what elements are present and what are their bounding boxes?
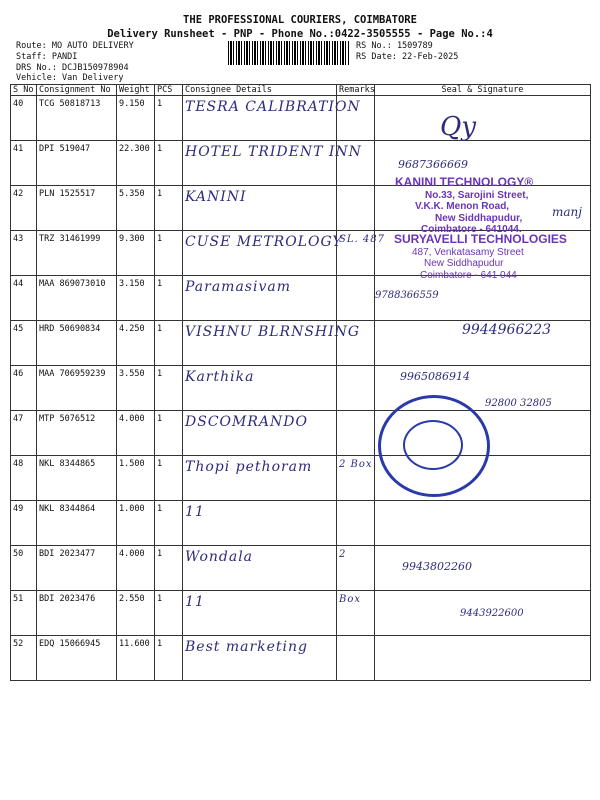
- cell-consignee: DSCOMRANDO: [183, 411, 337, 456]
- cell-pcs: 1: [155, 96, 183, 141]
- cell-remarks: 2 Box: [337, 456, 375, 501]
- vehicle-text: Vehicle: Van Delivery: [16, 73, 124, 83]
- cell-remarks: [337, 366, 375, 411]
- cell-consignment: DPI 519047: [37, 141, 117, 186]
- cell-weight: 4.000: [117, 411, 155, 456]
- cell-sno: 41: [11, 141, 37, 186]
- cell-sno: 40: [11, 96, 37, 141]
- cell-sno: 46: [11, 366, 37, 411]
- table-row: [11, 96, 591, 141]
- table-row: [11, 501, 591, 546]
- cell-weight: 1.000: [117, 501, 155, 546]
- cell-consignee: Karthika: [183, 366, 337, 411]
- cell-pcs: 1: [155, 456, 183, 501]
- cell-consignee: VISHNU BLRNSHING: [183, 321, 337, 366]
- runsheet-subtitle: Delivery Runsheet - PNP - Phone No.:0422-3505555 - Page No.:4: [107, 28, 493, 40]
- cell-consignee: TESRA CALIBRATION: [183, 96, 337, 141]
- cell-consignment: MAA 706959239: [37, 366, 117, 411]
- cell-pcs: 1: [155, 591, 183, 636]
- cell-consignee: KANINI: [183, 186, 337, 231]
- cell-remarks: Box: [337, 591, 375, 636]
- rs-date: RS Date: 22-Feb-2025: [356, 52, 459, 62]
- cell-pcs: 1: [155, 231, 183, 276]
- cell-weight: 4.250: [117, 321, 155, 366]
- cell-consignment: HRD 50690834: [37, 321, 117, 366]
- cell-pcs: 1: [155, 141, 183, 186]
- cell-sno: 48: [11, 456, 37, 501]
- cell-weight: 4.000: [117, 546, 155, 591]
- cell-pcs: 1: [155, 276, 183, 321]
- staff-text: Staff: PANDI: [16, 52, 78, 62]
- signature-51: 9943802260: [402, 560, 472, 573]
- cell-weight: 11.600: [117, 636, 155, 681]
- cell-sno: 45: [11, 321, 37, 366]
- signature-43: manj: [552, 205, 582, 219]
- signature-52: 9443922600: [460, 608, 524, 619]
- cell-weight: 22.300: [117, 141, 155, 186]
- table-row: [11, 546, 591, 591]
- rs-number: RS No.: 1509789: [356, 41, 433, 51]
- cell-consignment: MAA 869073010: [37, 276, 117, 321]
- cell-sno: 51: [11, 591, 37, 636]
- col-consignee: Consignee Details: [183, 85, 337, 96]
- cell-sno: 47: [11, 411, 37, 456]
- table-row: [11, 636, 591, 681]
- runsheet-table: [10, 84, 591, 681]
- cell-consignee: Paramasivam: [183, 276, 337, 321]
- cell-remarks: [337, 636, 375, 681]
- drs-text: DRS No.: DCJB150978904: [16, 63, 129, 73]
- cell-consignment: TCG 50818713: [37, 96, 117, 141]
- cell-pcs: 1: [155, 186, 183, 231]
- col-pcs: PCS: [155, 85, 183, 96]
- cell-sno: 43: [11, 231, 37, 276]
- cell-pcs: 1: [155, 321, 183, 366]
- signature-46: 9965086914: [400, 370, 470, 383]
- table-row: [11, 276, 591, 321]
- cell-consignee: Best marketing: [183, 636, 337, 681]
- cell-pcs: 1: [155, 411, 183, 456]
- cell-sno: 44: [11, 276, 37, 321]
- cell-weight: 1.500: [117, 456, 155, 501]
- table-row: [11, 456, 591, 501]
- col-seal: Seal & Signature: [375, 85, 591, 96]
- signature-47: 92800 32805: [485, 398, 552, 409]
- cell-remarks: SL. 487: [337, 231, 375, 276]
- cell-sno: 42: [11, 186, 37, 231]
- cell-weight: 9.300: [117, 231, 155, 276]
- signature-44: 9788366559: [375, 290, 439, 301]
- suryavelli-stamp: SURYAVELLI TECHNOLOGIES 487, Venkatasamy Street New Siddhapudur Coimbatore - 641 044: [394, 232, 567, 281]
- cell-remarks: [337, 186, 375, 231]
- cell-remarks: [337, 501, 375, 546]
- cell-consignee: Thopi pethoram: [183, 456, 337, 501]
- cell-pcs: 1: [155, 636, 183, 681]
- cell-seal: [375, 636, 591, 681]
- cell-weight: 3.550: [117, 366, 155, 411]
- signature-41: 9687366669: [398, 158, 468, 171]
- cell-weight: 9.150: [117, 96, 155, 141]
- company-seal: [378, 395, 490, 497]
- table-header-row: [11, 85, 591, 96]
- cell-remarks: 2: [337, 546, 375, 591]
- barcode: [228, 41, 350, 65]
- cell-consignee: Wondala: [183, 546, 337, 591]
- cell-pcs: 1: [155, 366, 183, 411]
- cell-sno: 49: [11, 501, 37, 546]
- col-consignment: Consignment No: [37, 85, 117, 96]
- cell-consignee: CUSE METROLOGY: [183, 231, 337, 276]
- signature-45: 9944966223: [462, 322, 552, 338]
- cell-consignment: NKL 8344865: [37, 456, 117, 501]
- cell-weight: 3.150: [117, 276, 155, 321]
- col-remarks: Remarks: [337, 85, 375, 96]
- cell-remarks: [337, 276, 375, 321]
- cell-pcs: 1: [155, 501, 183, 546]
- cell-consignee: HOTEL TRIDENT INN: [183, 141, 337, 186]
- cell-consignment: TRZ 31461999: [37, 231, 117, 276]
- company-title: THE PROFESSIONAL COURIERS, COIMBATORE: [183, 14, 417, 26]
- col-sno: S No: [11, 85, 37, 96]
- cell-sno: 52: [11, 636, 37, 681]
- cell-sno: 50: [11, 546, 37, 591]
- cell-seal: [375, 96, 591, 141]
- cell-weight: 2.550: [117, 591, 155, 636]
- cell-remarks: [337, 411, 375, 456]
- cell-consignment: BDI 2023477: [37, 546, 117, 591]
- route-text: Route: MO AUTO DELIVERY: [16, 41, 134, 51]
- cell-pcs: 1: [155, 546, 183, 591]
- cell-consignment: NKL 8344864: [37, 501, 117, 546]
- cell-consignment: BDI 2023476: [37, 591, 117, 636]
- cell-consignee: 11: [183, 501, 337, 546]
- table-row: [11, 411, 591, 456]
- col-weight: Weight: [117, 85, 155, 96]
- kanini-stamp: KANINI TECHNOLOGY® No.33, Sarojini Street, V.K.K. Menon Road, New Siddhapudur, Coimbatore - 641044.: [395, 175, 534, 236]
- cell-consignment: PLN 1525517: [37, 186, 117, 231]
- cell-consignment: EDQ 15066945: [37, 636, 117, 681]
- signature-40: Qy: [440, 112, 477, 142]
- cell-seal: [375, 501, 591, 546]
- cell-consignment: MTP 5076512: [37, 411, 117, 456]
- cell-consignee: 11: [183, 591, 337, 636]
- cell-weight: 5.350: [117, 186, 155, 231]
